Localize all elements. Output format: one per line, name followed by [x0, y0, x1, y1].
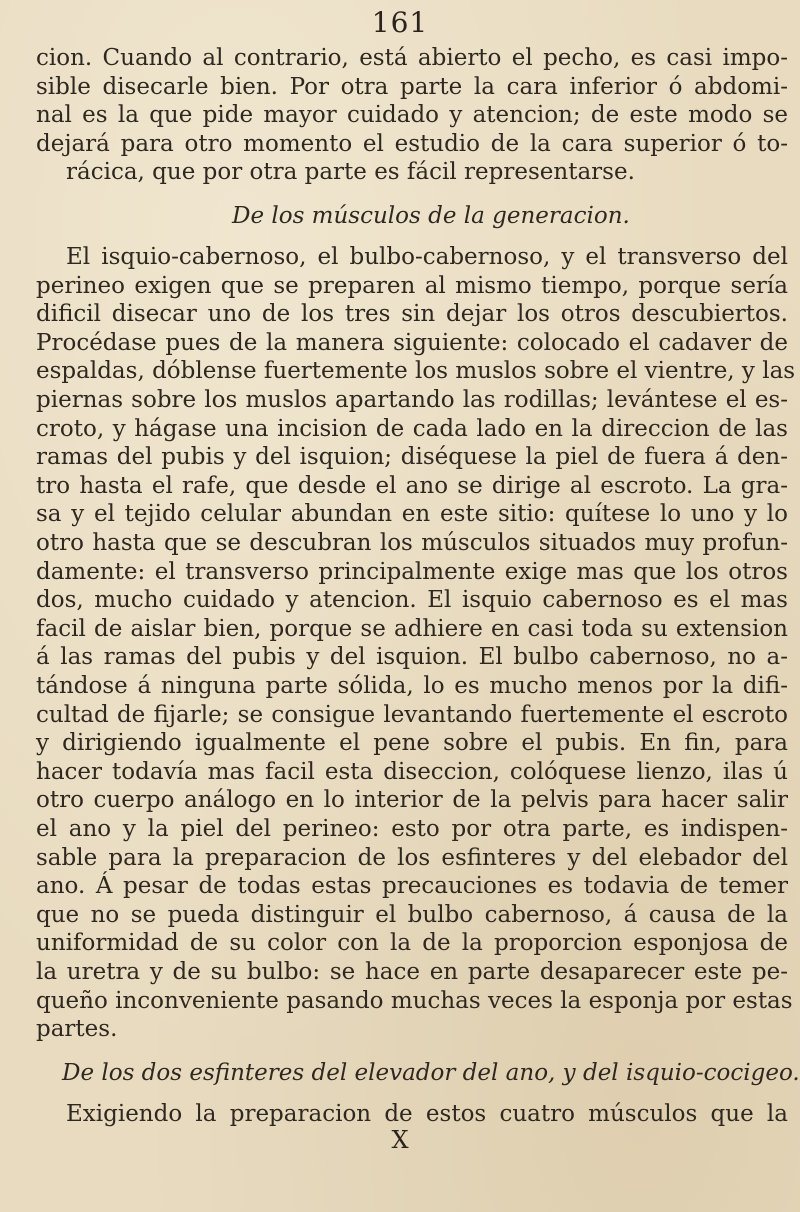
text-line: otro hasta que se descubran los músculos situados muy profun-	[36, 530, 788, 556]
text-line: dos, mucho cuidado y atencion. El isquio cabernoso es el mas	[36, 587, 788, 614]
text-line: perineo exigen que se preparen al mismo tiempo, porque sería	[36, 272, 788, 299]
text-line: cion. Cuando al contrario, está abierto el pecho, es casi impo-	[36, 45, 788, 71]
section-heading: De los músculos de la generacion.	[232, 203, 630, 229]
text-line: sa y el tejido celular abundan en este sitio: quítese lo uno y lo	[36, 501, 788, 528]
text-line: tándose á ninguna parte sólida, lo es mucho menos por la difi-	[36, 673, 788, 699]
text-line: á las ramas del pubis y del isquion. El bulbo cabernoso, no a-	[36, 644, 788, 671]
text-line: damente: el transverso principalmente exige mas que los otros	[36, 558, 788, 585]
paragraph-first-line: El isquio-cabernoso, el bulbo-cabernoso, y el transverso del	[66, 244, 788, 270]
text-line: piernas sobre los muslos apartando las rodillas; levántese el es-	[36, 387, 788, 413]
text-line: ramas del pubis y del isquion; diséquese la piel de fuera á den-	[36, 444, 788, 471]
text-line: otro cuerpo análogo en lo interior de la pelvis para hacer salir	[36, 787, 788, 814]
text-line: queño inconveniente pasando muchas veces la esponja por estas	[36, 987, 793, 1014]
text-line: hacer todavía mas facil esta diseccion, colóquese lienzo, ilas ú	[36, 758, 788, 785]
page-number: 161	[371, 6, 429, 39]
text-line: partes.	[36, 1016, 118, 1043]
paragraph-first-line: Exigiendo la preparacion de estos cuatro músculos que la	[66, 1100, 788, 1127]
text-line: sable para la preparacion de los esfinteres y del elebador del	[36, 844, 788, 871]
text-line: ano. Á pesar de todas estas precauciones es todavia de temer	[36, 873, 788, 900]
text-line: que no se pueda distinguir el bulbo cabernoso, á causa de la	[36, 901, 788, 928]
text-line: espaldas, dóblense fuertemente los muslos sobre el vientre, y las	[36, 358, 796, 385]
section-heading: De los dos esfinteres del elevador del ano, y del isquio-cocigeo.	[62, 1059, 800, 1086]
text-line: sible disecarle bien. Por otra parte la cara inferior ó abdomi-	[36, 73, 788, 100]
signature-mark: X	[391, 1126, 409, 1155]
text-line: la uretra y de su bulbo: se hace en parte desaparecer este pe-	[36, 959, 788, 985]
text-line: uniformidad de su color con la de la proporcion esponjosa de	[36, 930, 788, 957]
text-line: rácica, que por otra parte es fácil representarse.	[66, 159, 635, 186]
text-line: croto, y hágase una incision de cada lado en la direccion de las	[36, 415, 788, 442]
text-line: tro hasta el rafe, que desde el ano se dirige al escroto. La gra-	[36, 472, 788, 499]
text-line: dificil disecar uno de los tres sin dejar los otros descubiertos.	[36, 301, 788, 328]
text-line: el ano y la piel del perineo: esto por otra parte, es indispen-	[36, 816, 788, 842]
text-line: dejará para otro momento el estudio de la cara superior ó to-	[36, 130, 788, 157]
text-line: Procédase pues de la manera siguiente: colocado el cadaver de	[36, 329, 788, 356]
text-line: nal es la que pide mayor cuidado y atencion; de este modo se	[36, 102, 788, 129]
text-line: facil de aislar bien, porque se adhiere en casi toda su extension	[36, 615, 788, 642]
text-line: cultad de fijarle; se consigue levantando fuertemente el escroto	[36, 701, 788, 728]
text-line: y dirigiendo igualmente el pene sobre el pubis. En fin, para	[36, 730, 788, 757]
